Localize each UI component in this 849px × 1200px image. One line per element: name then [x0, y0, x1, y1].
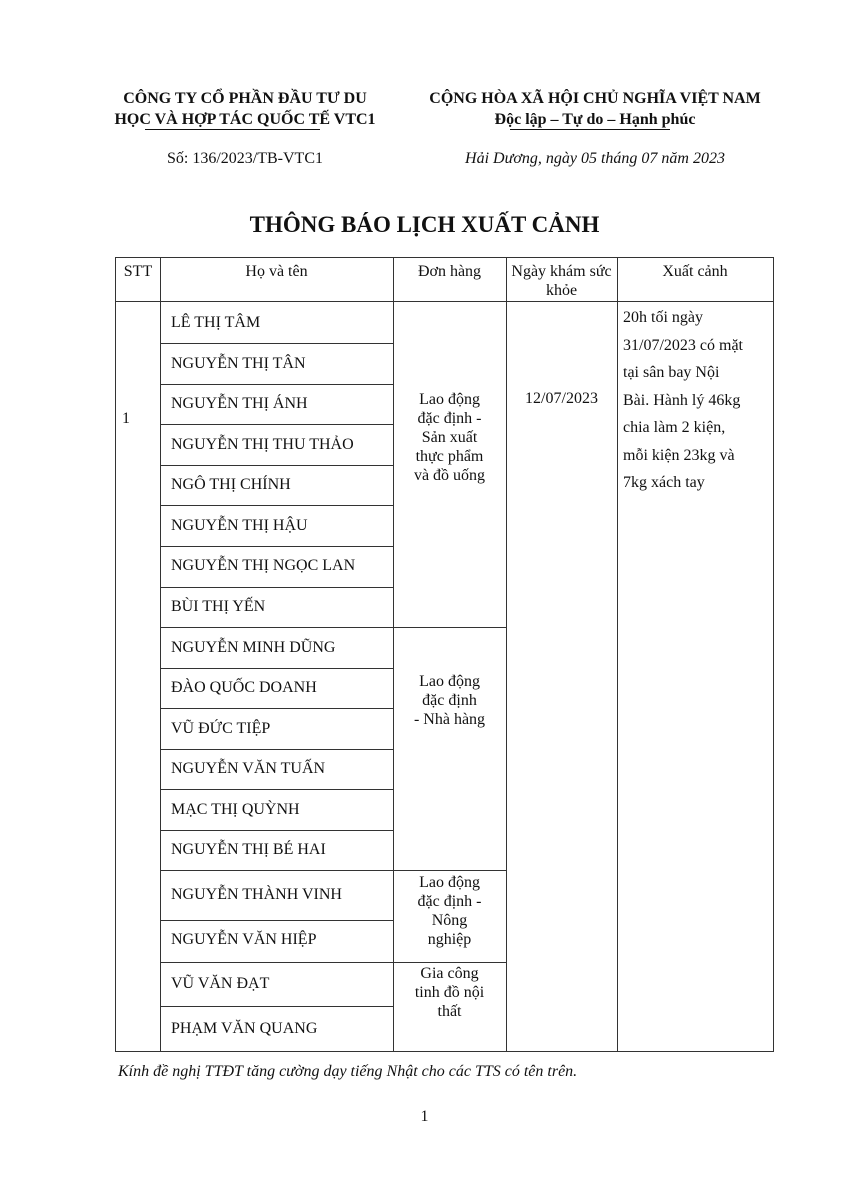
order-line: - Nhà hàng	[413, 711, 486, 728]
table-row-name: NGUYỄN THỊ BÉ HAI	[171, 841, 326, 858]
column-header-name: Họ và tên	[245, 263, 308, 280]
order-line: thất	[437, 1003, 462, 1020]
order-line: đặc định	[422, 692, 477, 709]
order-line: đặc định -	[417, 893, 482, 910]
order-group-food	[393, 390, 506, 485]
row-divider	[160, 587, 393, 588]
departure-schedule-table	[115, 257, 774, 1052]
order-line: Lao động	[419, 391, 480, 408]
row-divider	[160, 749, 393, 750]
document-place-date: Hải Dương, ngày 05 tháng 07 năm 2023	[465, 150, 725, 167]
row-divider	[160, 424, 393, 425]
table-row-name: NGUYỄN THỊ TÂN	[171, 355, 306, 372]
table-row-name: ĐÀO QUỐC DOANH	[171, 679, 317, 696]
row-divider	[160, 505, 393, 506]
row-divider	[160, 789, 393, 790]
column-header-departure: Xuất cảnh	[662, 263, 728, 280]
row-divider	[160, 384, 393, 385]
order-line: Nông	[431, 912, 468, 929]
table-row-name: NGUYỄN VĂN TUẤN	[171, 760, 326, 777]
order-line: Lao động	[419, 673, 480, 690]
column-divider	[617, 258, 618, 1051]
table-row-name: PHẠM VĂN QUANG	[171, 1020, 318, 1037]
group-divider	[160, 870, 506, 871]
departure-line: 20h tối ngày	[623, 309, 703, 326]
motto-underline	[510, 129, 670, 130]
country-name: CỘNG HÒA XÃ HỘI CHỦ NGHĨA VIỆT NAM	[429, 90, 761, 107]
group-divider	[160, 962, 506, 963]
company-name	[100, 88, 390, 130]
table-row-name: NGUYỄN THỊ ÁNH	[171, 395, 308, 412]
departure-line: 7kg xách tay	[623, 474, 705, 491]
group-divider	[160, 627, 506, 628]
departure-line: chia làm 2 kiện,	[623, 419, 726, 436]
table-row-name: NGUYỄN THỊ NGỌC LAN	[171, 557, 356, 574]
stt-value: 1	[122, 410, 130, 427]
order-group-restaurant	[393, 672, 506, 729]
footer-note: Kính đề nghị TTĐT tăng cường dạy tiếng Nhật cho các TTS có tên trên.	[118, 1063, 578, 1080]
table-row-name: NGUYỄN VĂN HIỆP	[171, 931, 317, 948]
order-group-agriculture	[393, 873, 506, 949]
order-group-furniture	[393, 964, 506, 1021]
order-line: và đồ uống	[413, 467, 486, 484]
order-line: thực phẩm	[415, 448, 484, 465]
row-divider	[160, 343, 393, 344]
row-divider	[160, 1006, 393, 1007]
row-divider	[160, 708, 393, 709]
table-row-name: MẠC THỊ QUỲNH	[171, 801, 300, 818]
departure-line: mỗi kiện 23kg và	[623, 446, 735, 464]
table-row-name: VŨ VĂN ĐẠT	[171, 975, 270, 992]
row-divider	[160, 920, 393, 921]
departure-info	[623, 304, 771, 497]
departure-line: Bài. Hành lý 46kg	[623, 391, 741, 409]
order-line: Sản xuất	[421, 429, 478, 446]
table-row-name: NGUYỄN THỊ THU THẢO	[171, 436, 354, 453]
column-header-stt: STT	[123, 263, 153, 280]
order-line: Gia công	[420, 965, 479, 982]
column-header-order: Đơn hàng	[417, 263, 482, 280]
column-divider	[506, 258, 507, 1051]
company-name-underline	[145, 129, 320, 130]
document-title: THÔNG BÁO LỊCH XUẤT CẢNH	[249, 212, 600, 237]
page-number: 1	[420, 1108, 429, 1125]
health-check-date: 12/07/2023	[525, 390, 598, 407]
row-divider	[160, 668, 393, 669]
departure-line: 31/07/2023 có mặt	[623, 336, 743, 354]
national-motto: Độc lập – Tự do – Hạnh phúc	[494, 111, 696, 128]
table-row-name: VŨ ĐỨC TIỆP	[171, 720, 271, 737]
header-row-divider	[116, 301, 773, 302]
table-row-name: NGUYỄN THỊ HẬU	[171, 517, 308, 534]
table-row-name: BÙI THỊ YẾN	[171, 598, 266, 615]
order-line: đặc định -	[417, 410, 482, 427]
column-header-health-check: Ngày khám sức khỏe	[511, 263, 612, 299]
table-row-name: NGUYỄN MINH DŨNG	[171, 639, 336, 656]
order-line: Lao động	[419, 874, 480, 891]
table-row-name: LÊ THỊ TÂM	[171, 314, 261, 331]
row-divider	[160, 830, 393, 831]
document-number: Số: 136/2023/TB-VTC1	[166, 150, 323, 167]
row-divider	[160, 465, 393, 466]
column-divider	[160, 258, 161, 1051]
order-line: nghiệp	[427, 931, 472, 948]
national-heading	[405, 88, 785, 130]
table-row-name: NGÔ THỊ CHÍNH	[171, 476, 291, 493]
order-line: tinh đồ nội	[414, 984, 485, 1001]
company-name-line1: CÔNG TY CỔ PHẦN ĐẦU TƯ DU	[123, 90, 367, 107]
row-divider	[160, 546, 393, 547]
table-row-name: NGUYỄN THÀNH VINH	[171, 886, 342, 903]
company-name-line2: HỌC VÀ HỢP TÁC QUỐC TẾ VTC1	[114, 111, 376, 128]
departure-line: tại sân bay Nội	[623, 364, 720, 381]
